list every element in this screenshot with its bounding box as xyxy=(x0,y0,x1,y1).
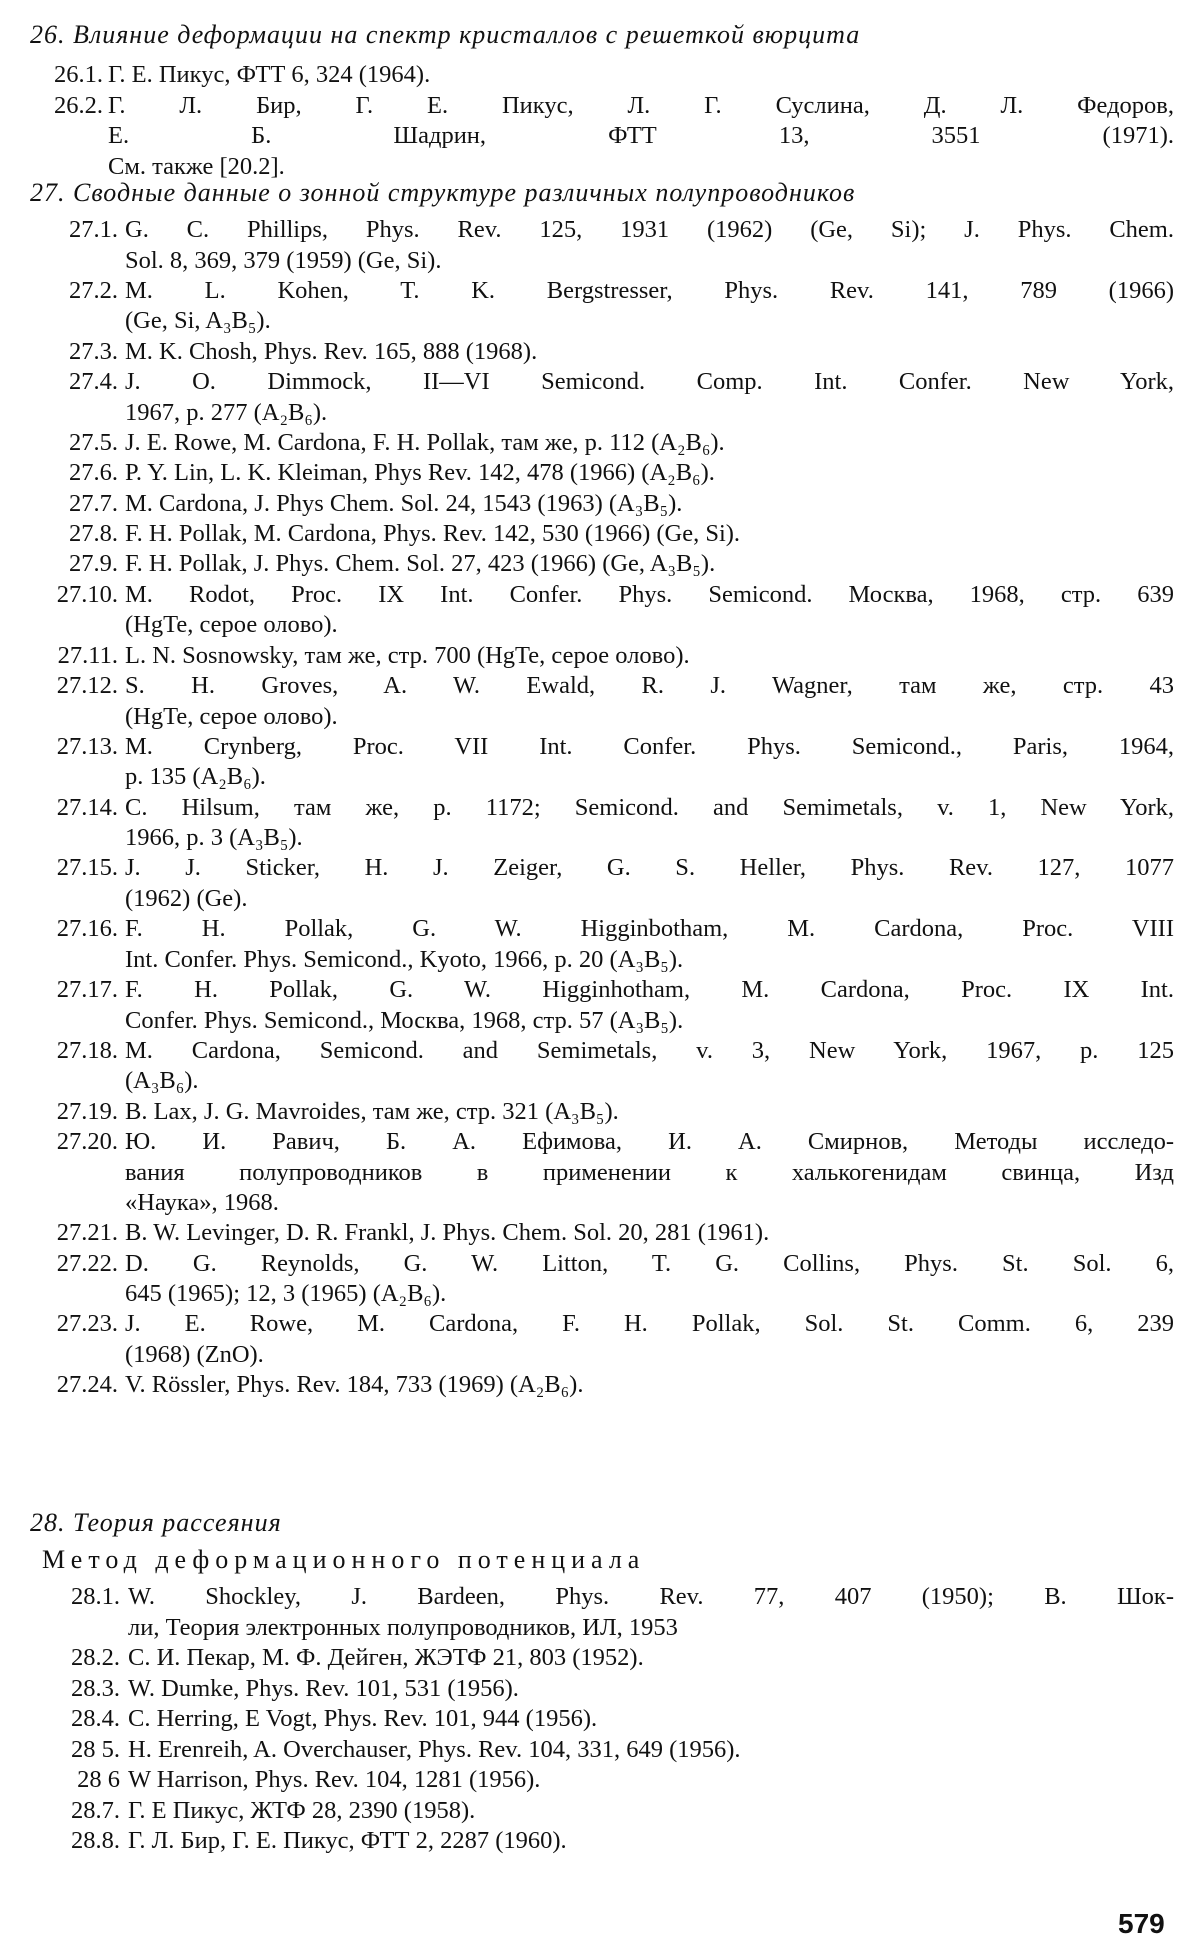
reference-text xyxy=(125,1218,1174,1249)
reference-text xyxy=(125,1309,1174,1370)
reference-line: F. H. Pollak, G. W. Higginbotham, M. Cardona, Proc. VIII xyxy=(125,915,1174,943)
reference-line: 645 (1965); 12, 3 (1965) (A₂B₆). xyxy=(125,1280,447,1308)
reference-text xyxy=(125,732,1174,793)
reference-line: вания полупроводников в применении к халькогенидам свинца, Изд xyxy=(125,1158,1174,1186)
reference-number: 27.2. xyxy=(69,276,118,304)
reference-line: Г. Е Пикус, ЖТФ 28, 2390 (1958). xyxy=(128,1796,476,1824)
reference-line: (HgTe, серое олово). xyxy=(125,611,338,639)
reference-line: (A₃B₆). xyxy=(125,1067,199,1095)
reference-line: p. 135 (A₂B₆). xyxy=(125,763,266,791)
reference-number: 27.6. xyxy=(69,459,118,487)
reference-text xyxy=(128,1704,1174,1735)
reference-line: J. E. Rowe, M. Cardona, F. H. Pollak, там же, p. 112 (A₂B₆). xyxy=(125,428,725,456)
reference-line: Е. Б. Шадрин, ФТТ 13, 3551 (1971). xyxy=(108,122,1174,149)
reference-text xyxy=(125,671,1174,732)
reference-number: 28.4. xyxy=(71,1705,120,1732)
reference-line: B. Lax, J. G. Mavroides, там же, стр. 321 (A₃B₅). xyxy=(125,1097,619,1125)
reference-number: 27.14. xyxy=(56,793,118,821)
reference-number: 27.12. xyxy=(56,672,118,699)
reference-text xyxy=(128,1582,1174,1643)
reference-line: J. E. Rowe, M. Cardona, F. H. Pollak, Sol. St. Comm. 6, 239 xyxy=(125,1310,1174,1338)
section-27-title: 27. Сводные данные о зонной структуре различных полупроводников xyxy=(30,178,856,207)
reference-number: 27.17. xyxy=(56,976,118,1003)
reference-line: Г. Л. Бир, Г. Е. Пикус, ФТТ 2, 2287 (1960). xyxy=(128,1827,567,1854)
reference-text xyxy=(125,641,1174,672)
reference-text xyxy=(125,519,1174,550)
reference-line: W Harrison, Phys. Rev. 104, 1281 (1956). xyxy=(128,1766,541,1793)
reference-text xyxy=(125,549,1174,580)
reference-line: M. K. Chosh, Phys. Rev. 165, 888 (1968). xyxy=(125,337,538,365)
reference-line: G. C. Phillips, Phys. Rev. 125, 1931 (1962) (Ge, Si); J. Phys. Chem. xyxy=(125,216,1174,243)
reference-text xyxy=(128,1674,1174,1705)
reference-text xyxy=(125,428,1174,459)
reference-number: 27.15. xyxy=(56,854,118,882)
reference-text xyxy=(108,60,1174,91)
reference-text xyxy=(125,1036,1174,1097)
reference-line: (1962) (Ge). xyxy=(125,884,248,912)
reference-line: J. J. Sticker, H. J. Zeiger, G. S. Heller, Phys. Rev. 127, 1077 xyxy=(125,854,1174,882)
reference-text xyxy=(128,1765,1174,1796)
reference-text xyxy=(125,1097,1174,1128)
reference-line: B. W. Levinger, D. R. Frankl, J. Phys. Chem. Sol. 20, 281 (1961). xyxy=(125,1219,770,1247)
reference-text xyxy=(125,458,1174,489)
reference-line: (1968) (ZnO). xyxy=(125,1340,264,1368)
reference-number: 28 5. xyxy=(71,1735,120,1763)
reference-number: 28 6 xyxy=(77,1766,120,1793)
reference-number: 27.3. xyxy=(69,337,118,365)
reference-line: 1966, p. 3 (A₃B₅). xyxy=(125,824,303,852)
reference-text xyxy=(125,276,1174,337)
reference-line: M. Cardona, J. Phys Chem. Sol. 24, 1543 (1963) (A₃B₅). xyxy=(125,489,683,517)
section-28-title: 28. Теория рассеяния xyxy=(30,1508,282,1537)
reference-line: 1967, p. 277 (A₂B₆). xyxy=(125,398,328,426)
reference-line: Int. Confer. Phys. Semicond., Kyoto, 1966, p. 20 (A₃B₅). xyxy=(125,945,684,973)
reference-line: См. также [20.2]. xyxy=(108,152,285,180)
reference-number: 26.2. xyxy=(54,91,103,119)
reference-number: 27.20. xyxy=(56,1128,118,1155)
reference-line: W. Dumke, Phys. Rev. 101, 531 (1956). xyxy=(128,1674,519,1702)
reference-text xyxy=(128,1826,1174,1857)
reference-line: J. O. Dimmock, II—VI Semicond. Comp. Int. Confer. New York, xyxy=(125,368,1174,395)
reference-line: P. Y. Lin, L. K. Kleiman, Phys Rev. 142, 478 (1966) (A₂B₆). xyxy=(125,459,715,487)
reference-line: M. Rodot, Proc. IX Int. Confer. Phys. Semicond. Москва, 1968, стр. 639 xyxy=(125,580,1174,608)
reference-text xyxy=(125,1370,1174,1401)
reference-text xyxy=(108,91,1174,183)
reference-number: 27.24. xyxy=(56,1371,118,1399)
reference-line: L. N. Sosnowsky, там же, стр. 700 (HgTe, серое олово). xyxy=(125,641,690,669)
reference-text xyxy=(125,580,1174,641)
reference-number: 27.4. xyxy=(69,368,118,395)
reference-number: 27.10. xyxy=(56,580,118,608)
reference-text xyxy=(125,1127,1174,1219)
reference-line: Г. Л. Бир, Г. Е. Пикус, Л. Г. Суслина, Д. Л. Федоров, xyxy=(108,91,1174,119)
reference-line: Confer. Phys. Semicond., Москва, 1968, стр. 57 (A₃B₅). xyxy=(125,1006,684,1034)
reference-text xyxy=(125,1249,1174,1310)
reference-line: Ю. И. Равич, Б. А. Ефимова, И. А. Смирнов, Методы исследо- xyxy=(125,1128,1174,1155)
reference-number: 27.18. xyxy=(56,1036,118,1064)
reference-number: 27.22. xyxy=(56,1249,118,1277)
reference-line: Г. Е. Пикус, ФТТ 6, 324 (1964). xyxy=(108,61,431,88)
reference-number: 28.2. xyxy=(71,1644,120,1671)
reference-text xyxy=(128,1735,1174,1766)
reference-number: 27.1. xyxy=(69,216,118,243)
reference-number: 27.11. xyxy=(57,641,118,669)
reference-line: F. H. Pollak, J. Phys. Chem. Sol. 27, 423 (1966) (Ge, A₃B₅). xyxy=(125,550,716,578)
reference-line: (Ge, Si, A₃B₅). xyxy=(125,307,271,335)
page-number: 579 xyxy=(1118,1908,1165,1939)
reference-line: M. L. Kohen, T. K. Bergstresser, Phys. Rev. 141, 789 (1966) xyxy=(125,276,1174,304)
reference-text xyxy=(125,975,1174,1036)
reference-number: 28.1. xyxy=(71,1583,120,1610)
reference-text xyxy=(125,337,1174,368)
reference-text xyxy=(125,853,1174,914)
reference-text xyxy=(125,489,1174,520)
reference-text xyxy=(125,215,1174,276)
reference-text xyxy=(128,1796,1174,1827)
reference-line: F. H. Pollak, M. Cardona, Phys. Rev. 142, 530 (1966) (Ge, Si). xyxy=(125,520,741,547)
reference-line: Sol. 8, 369, 379 (1959) (Ge, Si). xyxy=(125,246,442,274)
reference-number: 27.23. xyxy=(56,1310,118,1338)
reference-line: ли, Теория электронных полупроводников, ИЛ, 1953 xyxy=(128,1613,678,1641)
reference-number: 26.1. xyxy=(54,61,103,88)
reference-line: W. Shockley, J. Bardeen, Phys. Rev. 77, 407 (1950); B. Шок- xyxy=(128,1583,1174,1610)
reference-line: C. Hilsum, там же, p. 1172; Semicond. and Semimetals, v. 1, New York, xyxy=(125,793,1174,821)
reference-line: (HgTe, серое олово). xyxy=(125,702,338,730)
reference-line: H. Erenreih, A. Overchauser, Phys. Rev. 104, 331, 649 (1956). xyxy=(128,1735,741,1763)
reference-text xyxy=(125,914,1174,975)
reference-number: 27.5. xyxy=(69,428,118,456)
reference-text xyxy=(125,367,1174,428)
reference-number: 27.8. xyxy=(69,520,118,547)
reference-text xyxy=(125,793,1174,854)
reference-line: M. Cardona, Semicond. and Semimetals, v. 3, New York, 1967, p. 125 xyxy=(125,1036,1174,1064)
reference-line: D. G. Reynolds, G. W. Litton, T. G. Collins, Phys. St. Sol. 6, xyxy=(125,1249,1174,1277)
reference-number: 27.19. xyxy=(56,1097,118,1125)
reference-number: 28.8. xyxy=(71,1827,120,1854)
section-26-title: 26. Влияние деформации на спектр кристаллов с решеткой вюрцита xyxy=(30,20,861,49)
reference-number: 27.13. xyxy=(56,732,118,760)
reference-line: С. И. Пекар, М. Ф. Дейген, ЖЭТФ 21, 803 (1952). xyxy=(128,1644,644,1671)
reference-line: M. Crynberg, Proc. VII Int. Confer. Phys. Semicond., Paris, 1964, xyxy=(125,732,1174,760)
reference-number: 27.9. xyxy=(69,550,118,578)
reference-number: 27.7. xyxy=(69,489,118,517)
reference-line: «Наука», 1968. xyxy=(125,1189,279,1216)
reference-line: F. H. Pollak, G. W. Higginhotham, M. Cardona, Proc. IX Int. xyxy=(125,976,1174,1003)
reference-number: 27.21. xyxy=(56,1219,118,1247)
section-28-subtitle: Метод деформационного потенциала xyxy=(42,1545,646,1574)
reference-line: S. H. Groves, A. W. Ewald, R. J. Wagner, там же, стр. 43 xyxy=(125,672,1174,699)
reference-number: 28.7. xyxy=(71,1796,120,1824)
reference-line: C. Herring, E Vogt, Phys. Rev. 101, 944 (1956). xyxy=(128,1705,598,1732)
reference-number: 28.3. xyxy=(71,1674,120,1702)
reference-number: 27.16. xyxy=(56,915,118,943)
reference-text xyxy=(128,1643,1174,1674)
reference-line: V. Rössler, Phys. Rev. 184, 733 (1969) (A₂B₆). xyxy=(125,1371,584,1399)
